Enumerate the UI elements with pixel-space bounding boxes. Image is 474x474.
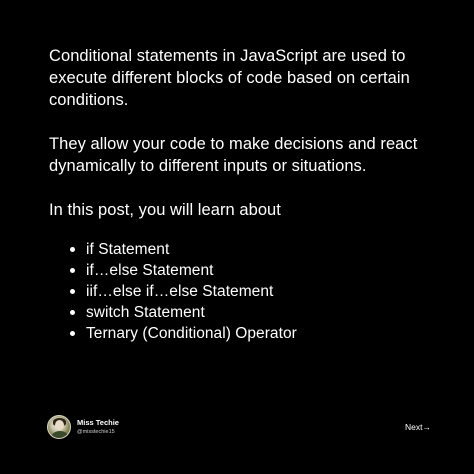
avatar-face [55, 420, 64, 430]
next-button[interactable]: Next→ [405, 422, 431, 432]
author-profile[interactable] [47, 415, 119, 439]
avatar-body [52, 431, 68, 439]
post-content [49, 45, 439, 344]
topic-if-else-if-else-statement: iif…else if…else Statement [68, 281, 439, 302]
intro-paragraph: Conditional statements in JavaScript are used to execute different blocks of code based on certain conditions. [49, 47, 410, 109]
topic-switch-statement: switch Statement [68, 302, 439, 323]
learn-about-paragraph: In this post, you will learn about [49, 201, 281, 219]
topic-ternary-operator: Ternary (Conditional) Operator [68, 323, 439, 344]
description-paragraph: They allow your code to make decisions and react dynamically to different inputs or situations. [49, 135, 418, 175]
author-text [77, 418, 119, 436]
topic-if-else-statement: if…else Statement [68, 260, 439, 281]
author-handle: @misstechie15 [77, 429, 115, 435]
author-name: Miss Techie [77, 418, 119, 427]
topics-list [49, 239, 439, 344]
topic-if-statement: if Statement [68, 239, 439, 260]
post-footer [0, 412, 474, 444]
avatar [47, 415, 71, 439]
